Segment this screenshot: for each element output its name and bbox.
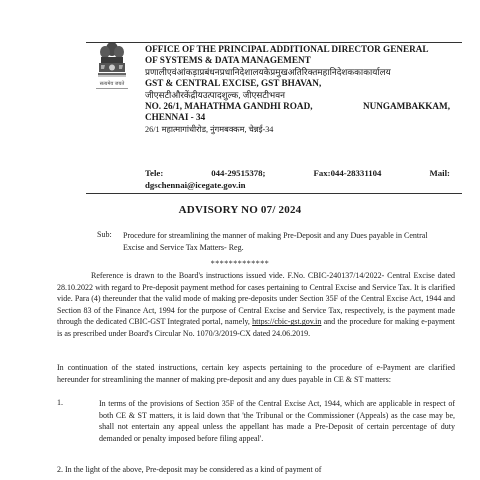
email-address: dgschennai@icegate.gov.in — [145, 180, 246, 190]
separator: ************* — [210, 259, 270, 268]
address-line — [145, 101, 450, 112]
office-name-hindi: प्रणालीएवंआंकड़ाप्रबंधनप्रधानिदेशालयकेप्रमुखअतिरिक्तमहानिदेशककाकार्यालय — [145, 66, 391, 77]
office-name-line: OFFICE OF THE PRINCIPAL ADDITIONAL DIRECTOR GENERAL — [145, 44, 429, 54]
tele-number: 044-29515378; — [211, 168, 266, 178]
contact-line — [145, 168, 450, 178]
address-area: NUNGAMBAKKAM, — [362, 101, 450, 112]
letterhead — [145, 44, 450, 135]
gst-bhavan-hindi: जीएसटीऔरकेंद्रीयउत्पादशुल्क, जीएसटीभवन — [145, 89, 286, 100]
svg-text:सत्यमेव जयते: सत्यमेव जयते — [99, 81, 125, 87]
address-city: CHENNAI - 34 — [145, 112, 206, 123]
letterhead-bottom-rule — [86, 193, 462, 194]
cbic-gst-portal-link[interactable]: https://cbic-gst.gov.in — [252, 317, 322, 327]
point-2-text: 2. In the light of the above, Pre-deposit may be considered as a kind of payment of — [57, 465, 322, 474]
point-1-text: In terms of the provisions of Section 35F of the Central Excise Act, 1944, which are applicable in respect of both CE & ST matters, it is laid down that 'the Tribunal or the Commissioner (Appeals) as the case may be, shall not entertain any appeal unless the appellant has made a Pre-Deposit of certain percentage of duty demanded or penalty imposed before filing appeal'. — [99, 399, 455, 443]
subject-label: Sub: — [97, 230, 112, 239]
letterhead-top-rule — [86, 42, 462, 43]
paragraph-reference — [57, 270, 455, 340]
national-emblem-logo — [92, 40, 132, 96]
office-name-line-2: OF SYSTEMS & DATA MANAGEMENT — [145, 55, 311, 66]
subject-text: Procedure for streamlining the manner of making Pre-Deposit and any Dues payable in Central Excise and Service Tax Matters- Reg. — [123, 231, 428, 252]
point-number-1: 1. — [57, 398, 63, 407]
paragraph-reference-text-end: and the procedure for making e-payment is as prescribed under Board's Circular No. 1070/3/2019-CX dated 24.06.2019. — [57, 317, 456, 338]
paragraph-reference-text: Reference is drawn to the Board's instructions issued vide. F.No. CBIC-240137/14/2022- Central Excise dated 28.10.2022 with regard to Pre-deposit payment method for cases pertaining to Central Excise and Service Tax. It is clarified vide. Para (4) thereunder that the valid mode of making pre-deposits under Section 35F of the Central Excise Act, 1944 and Section 83 of the Finance Act, 1994 for the purpose of Central Excise and Service Tax, respectively, is the payment made through the dedicated CBIC-GST Integrated portal, namely, — [57, 271, 455, 327]
mail-label: Mail: — [429, 168, 450, 178]
fax-number: Fax:044-28331104 — [313, 168, 382, 178]
tele-label: Tele: — [145, 168, 164, 178]
address-street: NO. 26/1, MAHATHMA GANDHI ROAD, — [145, 101, 313, 112]
paragraph-continuation: In continuation of the stated instructions, certain key aspects pertaining to the procedure of e-Payment are clarified hereunder for streamlining the manner of making pre-deposit and any dues payable in CE & ST matters: — [57, 363, 455, 384]
gst-bhavan-line: GST & CENTRAL EXCISE, GST BHAVAN, — [145, 78, 322, 89]
address-hindi: 26/1 महात्मागांधीरोड, नुंगमबक्कम, चेन्नई-34 — [145, 124, 274, 134]
advisory-title: ADVISORY NO 07/ 2024 — [178, 204, 302, 216]
